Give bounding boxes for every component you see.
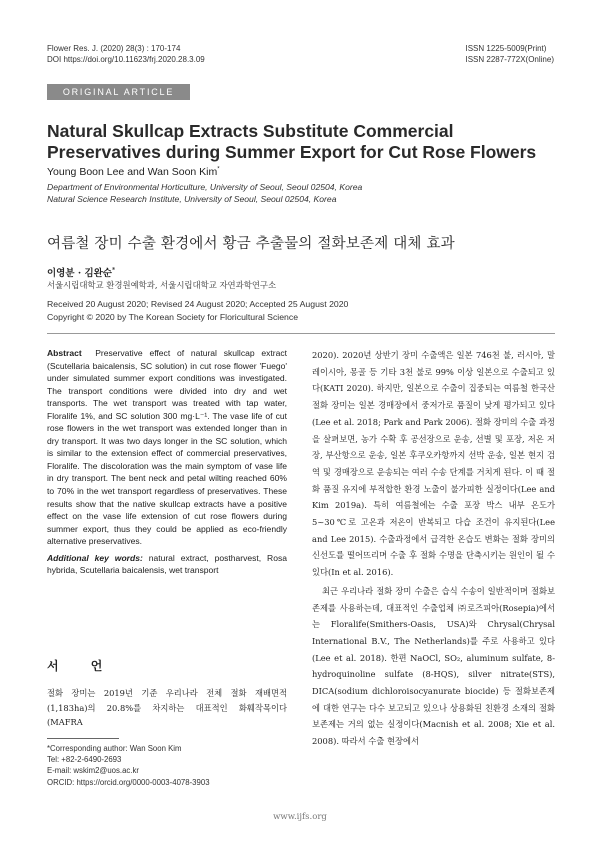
- journal-citation: Flower Res. J. (2020) 28(3) : 170-174: [47, 44, 181, 53]
- divider-line: [47, 333, 555, 334]
- korean-affiliation: 서울시립대학교 환경원예학과, 서울시립대학교 자연과학연구소: [47, 280, 277, 290]
- paper-title: Natural Skullcap Extracts Substitute Commercial Preservatives during Summer Export for Cut Rose Flowers: [47, 121, 537, 162]
- corresponding-mark: *: [217, 166, 220, 173]
- abstract-text: Preservative effect of natural skullcap extract (Scutellaria baicalensis, SC solution) in cut rose flower 'Fuego' under simulated summer export conditions was investigated. The transport conditions were divided into dry and wet transports. The wet transport was treated with tap water, Floralife 1%, and SC solution 300 mg·L⁻¹. The vase life of cut rose flowers in the wet transport was extended longer than in dry transport. It was two days longer in the SC solution, which is similar to the extension effect of commercial preservatives, Floralife. The discoloration was the main symptom of vase life in dry transport. The bent neck and petal wilting reached 60% to 70% in the wet transport regardless of preservatives. These results show that the native skullcap extracts have a positive effect on the vase life extension of cut rose flowers during summer export, thus they could be applied as eco-friendly alternative preservatives.: [47, 348, 287, 547]
- affiliation-2: Natural Science Research Institute, University of Seoul, Seoul 02504, Korea: [47, 194, 337, 204]
- corresponding-footnote: [47, 743, 210, 788]
- korean-title: 여름철 장미 수출 환경에서 황금 추출물의 절화보존제 대체 효과: [47, 236, 455, 252]
- journal-website[interactable]: www.ijfs.org: [273, 812, 327, 822]
- abstract-block: [47, 347, 287, 577]
- article-dates: [47, 298, 348, 324]
- article-type-badge: ORIGINAL ARTICLE: [47, 84, 190, 100]
- author-names: Young Boon Lee and Wan Soon Kim: [47, 166, 218, 178]
- intro-paragraph-1: 2020). 2020년 상반기 장미 수출액은 일본 746천 불, 러시아, 말레이시아, 몽골 등 기타 3천 불로 99% 이상 일본으로 수출되고 있다(KATI 2020). 하지만, 일본으로 수출이 집중되는 여름철 한국산 절화 장미는 일본 경매장에서 중저가로 품질이 낮게 평가되고 있다(Lee et al. 2018; Park and Park 2006). 절화 장미의 수출 과정을 살펴보면, 농가 수확 후 공선장으로 운송, 선별 및 포장, 저온 저장, 부산항으로 운송, 일본 후쿠오카항까지 선박 운송, 일본 현지 검역 및 경매장으로 운송되는 여러 수송 단계를 거치게 된다. 이 때 절화 품질 유지에 부적합한 환경 노출이 불가피한 실정이다(Lee and Kim 2019a). 특히 여름철에는 수출 포장 박스 내부 온도가 5~30℃로 고온과 저온이 반복되고 다습 조건이 유지된다(Lee and Lee 2015). 수출과정에서 급격한 온습도 변화는 절화 장미의 신선도를 떨어뜨리며 수출 후 절화 수명을 단축시키는 원인이 될 수 있다(In et al. 2016).: [312, 350, 555, 578]
- author-line: [47, 166, 220, 178]
- intro-right-column: [312, 347, 555, 750]
- korean-authors: [47, 265, 115, 279]
- affiliations: [47, 181, 362, 205]
- issn-online: ISSN 2287-772X(Online): [465, 55, 554, 64]
- doi-link[interactable]: DOI https://doi.org/10.11623/frj.2020.28.3.09: [47, 55, 205, 64]
- journal-header: [47, 43, 205, 65]
- article-history: Received 20 August 2020; Revised 24 August 2020; Accepted 25 August 2020: [47, 299, 349, 309]
- footnote-orcid[interactable]: ORCID: https://orcid.org/0000-0003-4078-3903: [47, 777, 210, 787]
- section-heading-intro: 서 언: [47, 659, 117, 673]
- issn-print: ISSN 1225-5009(Print): [465, 44, 547, 53]
- keywords-label: Additional key words:: [47, 552, 143, 563]
- footnote-tel: Tel: +82-2-6490-2693: [47, 755, 122, 765]
- abstract-label: Abstract: [47, 348, 82, 358]
- intro-paragraph-start: 절화 장미는 2019년 기준 우리나라 전체 절화 재배면적(1,183ha)의 20.8%를 차지하는 대표적인 화훼작목이다(MAFRA: [47, 688, 287, 728]
- keywords-text: natural extract, postharvest, Rosa hybrida, Scutellaria baicalensis, wet transport: [47, 552, 288, 576]
- copyright-line: Copyright © 2020 by The Korean Society for Floricultural Science: [47, 312, 299, 322]
- abstract: [47, 347, 287, 548]
- footnote-divider: [47, 738, 119, 739]
- korean-author-names: 이영분 · 김완순: [47, 268, 112, 279]
- issn-block: [466, 43, 555, 65]
- korean-corresponding-mark: *: [111, 266, 116, 274]
- footnote-author: *Corresponding author: Wan Soon Kim: [47, 744, 182, 753]
- affiliation-1: Department of Environmental Horticulture, University of Seoul, Seoul 02504, Korea: [47, 182, 363, 192]
- intro-paragraph-2: 최근 우리나라 절화 장미 수출은 습식 수송이 일반적이며 절화보존제를 사용하는데, 대표적인 수출업체 ㈜로즈피아(Rosepia)에서는 Floralife(Smithers-Oasis, USA)와 Chrysal(Chrysal International B.V., The Netherlands)를 주로 사용하고 있다(Lee et al. 2018). 한편 NaOCl, SO₂, aluminum sulfate, 8-hydroquinoline sulfate (8-HQS), silver nitrate(STS), DICA(sodium dichloroisocyanurate biocide) 등 절화보존제에 대한 연구는 다수 보고되고 있으나 상용화된 친환경 소재의 절화보존제는 거의 없는 실정이다(Macnish et al. 2008; Xie et al. 2008). 따라서 수출 현장에서: [312, 585, 555, 747]
- keywords: [47, 552, 287, 577]
- footnote-email[interactable]: E-mail: wskim2@uos.ac.kr: [47, 766, 139, 776]
